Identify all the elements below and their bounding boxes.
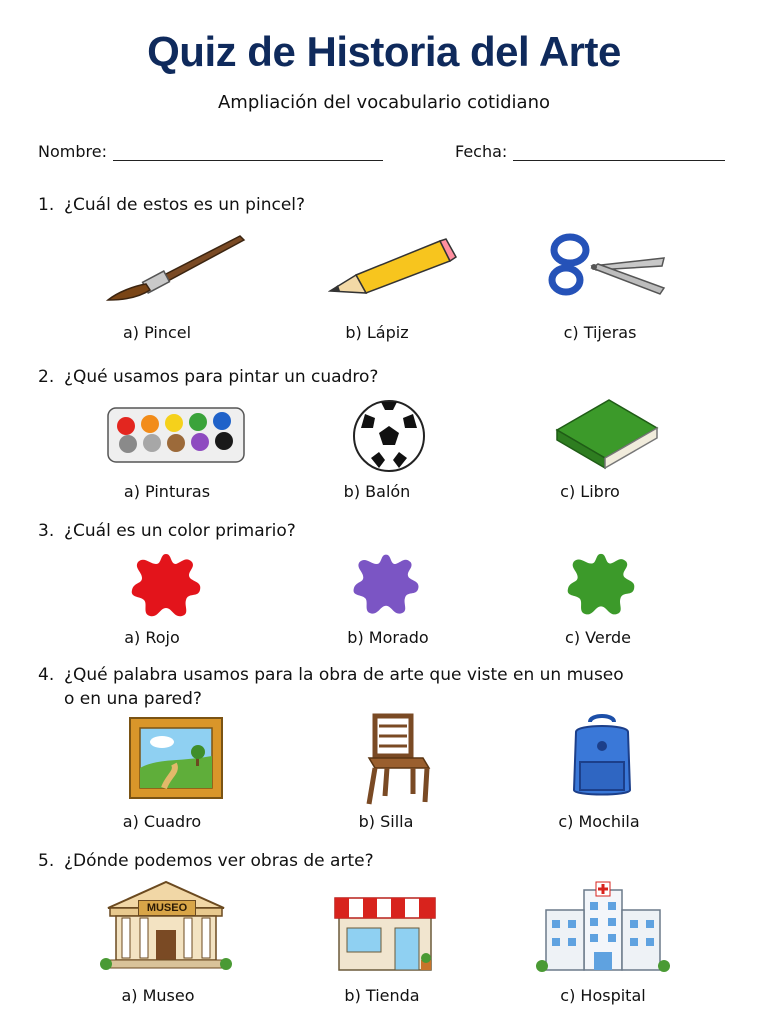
option-c[interactable]: c) Libro bbox=[560, 482, 620, 501]
option-c[interactable]: c) Hospital bbox=[560, 986, 646, 1005]
option-a[interactable]: a) Cuadro bbox=[122, 812, 202, 831]
option-a[interactable]: a) Pinturas bbox=[123, 482, 211, 501]
hospital-icon[interactable] bbox=[536, 880, 670, 972]
page-subtitle: Ampliación del vocabulario cotidiano bbox=[217, 92, 550, 113]
option-a[interactable]: a) Pincel bbox=[122, 323, 192, 342]
scissors-icon[interactable] bbox=[548, 232, 668, 300]
option-a[interactable]: a) Museo bbox=[121, 986, 195, 1005]
chair-icon[interactable] bbox=[361, 712, 433, 806]
store-icon[interactable] bbox=[333, 892, 437, 972]
option-c[interactable]: c) Tijeras bbox=[563, 323, 637, 342]
date-label: Fecha: bbox=[455, 142, 508, 161]
question-5 bbox=[38, 849, 718, 873]
option-b[interactable]: b) Morado bbox=[347, 628, 429, 647]
option-b[interactable]: b) Tienda bbox=[344, 986, 420, 1005]
museum-sign: MUSEO bbox=[138, 900, 196, 916]
question-4 bbox=[38, 663, 718, 711]
question-text: ¿Dónde podemos ver obras de arte? bbox=[64, 851, 374, 871]
paintbrush-icon[interactable] bbox=[104, 232, 250, 304]
pencil-icon[interactable] bbox=[328, 235, 460, 297]
option-b[interactable]: b) Balón bbox=[343, 482, 411, 501]
date-input-line[interactable] bbox=[513, 142, 725, 161]
question-3 bbox=[38, 519, 718, 543]
date-field bbox=[455, 142, 725, 161]
name-field bbox=[38, 142, 383, 161]
question-2 bbox=[38, 365, 718, 389]
question-number: 2. bbox=[38, 367, 55, 387]
question-text-line2: o en una pared? bbox=[64, 689, 202, 709]
question-number: 4. bbox=[38, 665, 55, 685]
question-number: 1. bbox=[38, 195, 55, 215]
question-text: ¿Qué usamos para pintar un cuadro? bbox=[64, 367, 379, 387]
question-number: 5. bbox=[38, 851, 55, 871]
framed-painting-icon[interactable] bbox=[128, 716, 224, 800]
option-c[interactable]: c) Verde bbox=[565, 628, 631, 647]
purple-splat-icon[interactable] bbox=[350, 548, 422, 618]
name-input-line[interactable] bbox=[113, 142, 383, 161]
option-c[interactable]: c) Mochila bbox=[558, 812, 640, 831]
watercolor-palette-icon[interactable] bbox=[106, 404, 246, 466]
question-text: ¿Qué palabra usamos para la obra de arte que viste en un museo bbox=[64, 665, 624, 685]
question-1 bbox=[38, 193, 718, 217]
red-splat-icon[interactable] bbox=[128, 548, 204, 620]
option-b[interactable]: b) Silla bbox=[358, 812, 414, 831]
name-label: Nombre: bbox=[38, 142, 107, 161]
option-b[interactable]: b) Lápiz bbox=[345, 323, 409, 342]
option-a[interactable]: a) Rojo bbox=[124, 628, 180, 647]
museum-icon[interactable] bbox=[96, 878, 236, 972]
green-splat-icon[interactable] bbox=[564, 548, 638, 618]
soccer-ball-icon[interactable] bbox=[351, 398, 427, 474]
question-number: 3. bbox=[38, 521, 55, 541]
book-icon[interactable] bbox=[553, 396, 661, 472]
question-text: ¿Cuál es un color primario? bbox=[64, 521, 296, 541]
page-title: Quiz de Historia del Arte bbox=[147, 28, 621, 75]
question-text: ¿Cuál de estos es un pincel? bbox=[64, 195, 306, 215]
backpack-icon[interactable] bbox=[566, 712, 638, 800]
